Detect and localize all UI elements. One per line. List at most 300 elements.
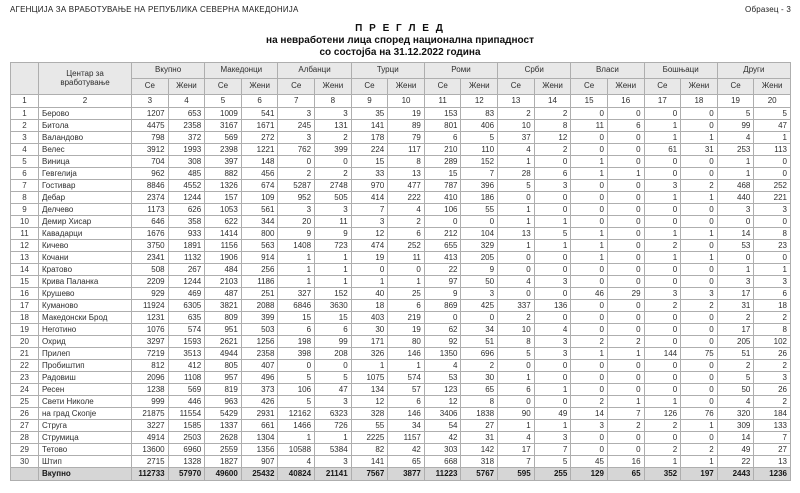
cell-center-name: Гевгелија [39,168,132,180]
cell-value: 2748 [315,180,352,192]
cell-value: 1326 [205,180,242,192]
table-row [11,132,791,144]
cell-center-name: Ресен [39,384,132,396]
cell-value: 2 [498,312,535,324]
cell-value: 569 [205,132,242,144]
cell-value: 12 [424,396,461,408]
cell-value: 3513 [168,348,205,360]
cell-value: 47 [754,120,791,132]
cell-value: 2341 [132,252,169,264]
cell-value: 1 [607,348,644,360]
cell-value: 787 [424,180,461,192]
cell-value: 723 [315,240,352,252]
cell-value: 303 [424,444,461,456]
cell-value: 146 [388,348,425,360]
cell-value: 26 [754,384,791,396]
cell-value: 805 [205,360,242,372]
cell-value: 1827 [205,456,242,468]
cell-value: 2 [607,336,644,348]
cell-value: 251 [241,288,278,300]
sub-header-8-0: Се [717,79,754,95]
cell-row-number: 20 [11,336,39,348]
cell-value: 3 [717,276,754,288]
cell-value: 11554 [168,408,205,420]
cell-value: 21875 [132,408,169,420]
cell-center-name: Пробиштип [39,360,132,372]
column-number-3: 3 [132,95,169,108]
table-row [11,336,791,348]
cell-center-name: Кичево [39,240,132,252]
cell-value: 0 [681,204,718,216]
sub-header-7-1: Жени [681,79,718,95]
cell-value: 2 [607,420,644,432]
cell-value: 15 [424,168,461,180]
cell-value: 1244 [168,192,205,204]
column-number-14: 14 [534,95,571,108]
table-row [11,396,791,408]
cell-center-name: Струга [39,420,132,432]
cell-value: 30 [351,324,388,336]
cell-value: 0 [461,216,498,228]
cell-value: 0 [534,204,571,216]
cell-value: 3 [534,276,571,288]
cell-value: 414 [351,192,388,204]
cell-value: 20 [278,216,315,228]
cell-value: 2 [315,168,352,180]
cell-value: 110 [461,144,498,156]
cell-center-name: Кратово [39,264,132,276]
cell-value: 0 [534,312,571,324]
cell-center-name: Гостивар [39,180,132,192]
table-row [11,456,791,468]
cell-value: 798 [132,132,169,144]
cell-value: 396 [461,180,498,192]
cell-value: 0 [681,120,718,132]
cell-value: 2225 [351,432,388,444]
cell-value: 106 [278,384,315,396]
cell-value: 2 [534,108,571,120]
cell-value: 0 [607,312,644,324]
cell-value: 18 [351,300,388,312]
title-block [0,23,800,58]
cell-value: 1 [498,420,535,432]
cell-value: 50 [461,276,498,288]
corner-cell [11,63,39,95]
cell-value: 2103 [205,276,242,288]
cell-value: 0 [754,216,791,228]
cell-value: 65 [388,456,425,468]
cell-value: 8 [498,336,535,348]
sub-header-0-0: Се [132,79,169,95]
cell-value: 6 [388,228,425,240]
cell-value: 9 [278,228,315,240]
cell-value: 2715 [132,456,169,468]
cell-value: 19 [351,252,388,264]
cell-value: 0 [607,360,644,372]
cell-value: 1009 [205,108,242,120]
cell-value: 2096 [132,372,169,384]
table-row [11,288,791,300]
cell-value: 0 [644,360,681,372]
cell-value: 696 [461,348,498,360]
sub-header-1-0: Се [205,79,242,95]
table-row [11,216,791,228]
cell-value: 51 [461,336,498,348]
cell-value: 106 [424,204,461,216]
table-row [11,156,791,168]
cell-value: 3 [351,216,388,228]
cell-value: 5 [717,372,754,384]
cell-value: 3 [461,288,498,300]
cell-value: 1 [571,228,608,240]
column-number-5: 5 [205,95,242,108]
cell-value: 541 [241,108,278,120]
cell-value: 7 [534,444,571,456]
cell-value: 0 [534,264,571,276]
cell-row-number: 8 [11,192,39,204]
cell-value: 33 [351,168,388,180]
cell-value: 1 [315,276,352,288]
cell-value: 812 [132,360,169,372]
cell-value: 92 [424,336,461,348]
cell-value: 0 [754,252,791,264]
sub-header-2-0: Се [278,79,315,95]
cell-center-name: Штип [39,456,132,468]
sub-header-0-1: Жени [168,79,205,95]
cell-value: 933 [168,228,205,240]
cell-value: 22 [717,456,754,468]
cell-value: 2 [717,360,754,372]
cell-row-number: 13 [11,252,39,264]
cell-value: 2 [571,336,608,348]
cell-value: 563 [241,240,278,252]
cell-value: 456 [241,168,278,180]
cell-value: 289 [424,156,461,168]
cell-value: 0 [644,216,681,228]
cell-value: 1 [498,156,535,168]
cell-value: 252 [388,240,425,252]
cell-value: 1 [644,228,681,240]
cell-value: 1 [351,276,388,288]
cell-value: 0 [644,156,681,168]
cell-value: 3 [315,396,352,408]
cell-value: 35 [351,108,388,120]
cell-value: 1 [644,120,681,132]
cell-value: 9 [315,228,352,240]
cell-value: 399 [241,312,278,324]
cell-value: 5287 [278,180,315,192]
cell-value: 49 [717,444,754,456]
cell-value: 0 [571,444,608,456]
column-number-2: 2 [39,95,132,108]
cell-value: 653 [168,108,205,120]
cell-row-number: 29 [11,444,39,456]
cell-value: 2358 [241,348,278,360]
cell-value: 0 [571,276,608,288]
cell-value: 0 [607,240,644,252]
cell-value: 208 [315,348,352,360]
cell-value: 3 [534,348,571,360]
cell-value: 726 [315,420,352,432]
cell-value: 0 [498,264,535,276]
cell-value: 148 [241,156,278,168]
cell-value: 0 [315,360,352,372]
cell-value: 29 [607,288,644,300]
cell-value: 12 [351,396,388,408]
cell-value: 5429 [205,408,242,420]
cell-value: 0 [278,156,315,168]
cell-value: 3227 [132,420,169,432]
sub-header-8-1: Жени [754,79,791,95]
cell-value: 0 [681,276,718,288]
cell-value: 27 [754,444,791,456]
cell-value: 3 [754,204,791,216]
cell-value: 99 [315,336,352,348]
cell-value: 1 [315,252,352,264]
cell-value: 11924 [132,300,169,312]
cell-value: 2358 [168,120,205,132]
table-row [11,300,791,312]
cell-value: 0 [754,156,791,168]
sub-header-4-1: Жени [461,79,498,95]
cell-value: 957 [205,372,242,384]
center-column-header: Центар за вработување [39,63,132,95]
cell-value: 2 [461,360,498,372]
cell-row-number: 2 [11,120,39,132]
cell-value: 6 [388,300,425,312]
cell-value: 14 [717,228,754,240]
cell-row-number: 19 [11,324,39,336]
cell-value: 569 [168,384,205,396]
table-row [11,432,791,444]
cell-value: 446 [168,396,205,408]
cell-value: 0 [681,324,718,336]
cell-value: 426 [241,396,278,408]
cell-value: 1231 [132,312,169,324]
cell-value: 0 [388,264,425,276]
cell-value: 109 [241,192,278,204]
cell-value: 469 [168,288,205,300]
sub-header-5-1: Жени [534,79,571,95]
cell-row-number: 11 [11,228,39,240]
cell-value: 11 [571,120,608,132]
cell-value: 655 [424,240,461,252]
cell-value: 62 [424,324,461,336]
cell-value: 2209 [132,276,169,288]
table-row [11,372,791,384]
cell-value: 1 [278,432,315,444]
group-header-2: Албанци [278,63,351,79]
cell-value: 0 [644,336,681,348]
cell-value: 0 [607,432,644,444]
cell-value: 2621 [205,336,242,348]
cell-value: 0 [681,372,718,384]
cell-value: 440 [717,192,754,204]
cell-value: 2 [498,108,535,120]
cell-value: 1 [681,228,718,240]
table-row [11,324,791,336]
cell-row-number: 4 [11,144,39,156]
cell-value: 2 [754,360,791,372]
cell-value: 372 [168,132,205,144]
cell-value: 141 [351,120,388,132]
cell-value: 2 [644,300,681,312]
cell-value: 622 [205,216,242,228]
cell-value: 6323 [315,408,352,420]
cell-value: 13 [754,456,791,468]
cell-value: 468 [717,180,754,192]
cell-value: 83 [461,108,498,120]
cell-value: 328 [351,408,388,420]
cell-value: 22 [424,264,461,276]
cell-value: 1408 [278,240,315,252]
cell-value: 3 [278,204,315,216]
cell-value: 57 [388,384,425,396]
cell-value: 212 [424,228,461,240]
cell-value: 4 [498,432,535,444]
cell-value: 31 [461,432,498,444]
total-value: 25432 [241,468,278,481]
cell-value: 7 [461,168,498,180]
cell-value: 0 [607,300,644,312]
cell-value: 0 [571,324,608,336]
cell-value: 0 [571,300,608,312]
cell-value: 6 [315,324,352,336]
cell-value: 308 [168,156,205,168]
cell-row-number: 21 [11,348,39,360]
cell-value: 0 [607,216,644,228]
cell-value: 1906 [205,252,242,264]
cell-value: 0 [351,264,388,276]
cell-value: 8846 [132,180,169,192]
cell-value: 407 [241,360,278,372]
cell-value: 1 [717,156,754,168]
cell-value: 17 [717,288,754,300]
cell-value: 1 [315,264,352,276]
cell-value: 6 [534,168,571,180]
total-spacer [11,468,39,481]
agency-name: АГЕНЦИЈА ЗА ВРАБОТУВАЊЕ НА РЕПУБЛИКА СЕВЕРНА МАКЕДОНИЈА [10,5,299,14]
cell-value: 1 [681,252,718,264]
cell-value: 1 [644,456,681,468]
table-row [11,360,791,372]
cell-center-name: Охрид [39,336,132,348]
cell-value: 397 [205,156,242,168]
cell-center-name: Тетово [39,444,132,456]
cell-value: 0 [607,156,644,168]
cell-value: 8 [754,324,791,336]
cell-value: 1 [278,264,315,276]
cell-center-name: Битола [39,120,132,132]
cell-value: 1 [278,252,315,264]
cell-value: 80 [388,336,425,348]
cell-center-name: Прилеп [39,348,132,360]
cell-value: 1076 [132,324,169,336]
cell-value: 574 [168,324,205,336]
cell-value: 0 [571,180,608,192]
cell-value: 505 [315,192,352,204]
cell-value: 11 [315,216,352,228]
cell-value: 82 [351,444,388,456]
cell-value: 882 [205,168,242,180]
cell-value: 55 [351,420,388,432]
cell-value: 30 [461,372,498,384]
total-value: 3877 [388,468,425,481]
column-number-11: 11 [424,95,461,108]
table-row [11,348,791,360]
cell-value: 4914 [132,432,169,444]
cell-value: 999 [132,396,169,408]
cell-value: 252 [754,180,791,192]
cell-center-name: Неготино [39,324,132,336]
cell-value: 2088 [241,300,278,312]
cell-value: 358 [168,216,205,228]
cell-value: 1 [534,384,571,396]
cell-value: 205 [717,336,754,348]
cell-value: 403 [351,312,388,324]
cell-value: 13 [388,168,425,180]
cell-row-number: 25 [11,396,39,408]
column-number-16: 16 [607,95,644,108]
column-number-6: 6 [241,95,278,108]
group-header-3: Турци [351,63,424,79]
cell-value: 13 [498,228,535,240]
cell-value: 1 [388,360,425,372]
cell-value: 5 [278,372,315,384]
cell-value: 0 [278,360,315,372]
cell-value: 0 [644,324,681,336]
cell-value: 952 [278,192,315,204]
cell-value: 141 [351,456,388,468]
cell-value: 16 [607,456,644,468]
cell-value: 0 [717,216,754,228]
cell-value: 0 [644,372,681,384]
total-value: 49600 [205,468,242,481]
cell-value: 4 [424,360,461,372]
cell-value: 3 [315,456,352,468]
cell-value: 1328 [168,456,205,468]
cell-value: 337 [498,300,535,312]
cell-value: 2 [754,396,791,408]
column-number-18: 18 [681,95,718,108]
cell-value: 484 [205,264,242,276]
cell-row-number: 12 [11,240,39,252]
sub-header-3-1: Жени [388,79,425,95]
cell-value: 1838 [461,408,498,420]
total-value: 57970 [168,468,205,481]
table-row [11,252,791,264]
cell-row-number: 24 [11,384,39,396]
cell-value: 3 [278,132,315,144]
cell-value: 19 [388,108,425,120]
cell-value: 635 [168,312,205,324]
cell-value: 31 [681,144,718,156]
cell-value: 7 [351,204,388,216]
total-label: Вкупно [39,468,132,481]
cell-value: 4 [534,324,571,336]
cell-value: 1108 [168,372,205,384]
cell-value: 1356 [241,444,278,456]
cell-value: 819 [205,384,242,396]
cell-value: 0 [607,228,644,240]
cell-value: 11 [388,252,425,264]
cell-value: 6 [278,324,315,336]
cell-value: 1337 [205,420,242,432]
cell-row-number: 10 [11,216,39,228]
cell-value: 477 [388,180,425,192]
cell-value: 123 [424,384,461,396]
sub-header-7-0: Се [644,79,681,95]
